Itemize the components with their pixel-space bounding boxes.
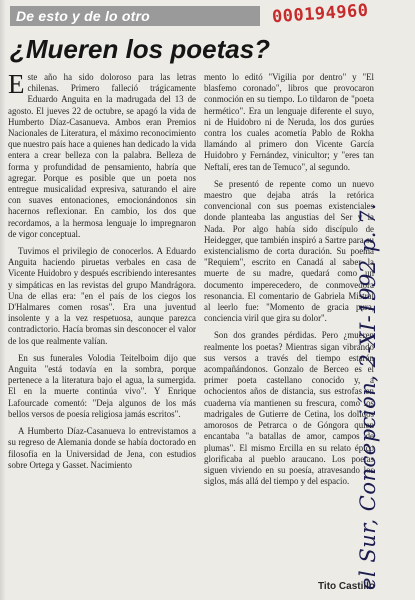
article-column-left: [8, 69, 196, 477]
article-paragraph: [8, 69, 196, 240]
article-paragraph: Tuvimos el privilegio de conocerlos. A Eduardo Anguita haciendo piruetas verbales en casa de Vicente Huidobro y después escribiendo interesantes y simpáticas en las revistas del grupo Mandrágora. Una de ellas era: "en el país de los ciegos los D'Halmares comen rosas". Era una juventud insolente y a la vez respetuosa, aunque parezca contradictorio. Hacía bromas sin desconocer el valor de los que realmente valían.: [8, 246, 196, 346]
article-paragraph: Se presentó de repente como un nuevo maestro que dejaba atrás la retórica convencional con sus poemas existenciales donde planteaba las angustias del Ser y la Nada. Por algo había sido discípulo de Heidegger, que también inspiró a Sartre para su existencialismo de corta duración. Su poema "Requiem", escrito en Canadá al saber la muerte de su madre, quedará como un documento imperecedero, de conmovedora resonancia. El comentario de Gabriela Mistral al leerlo fue: "Momento de gracia pura, conciencia viril que gira su dolor".: [204, 178, 374, 324]
paper-edge-shadow: [0, 0, 6, 600]
article-paragraph: En sus funerales Volodia Teitelboim dijo que Anguita "está todavía en la sombra, porque pertenece a la literatura bajo el agua, la sumergida. El en la muerte continúa vivo". Y Enrique Lafourcade comentó: "Deja algunos de los más bellos versos de poesía religiosa jamás escritos".: [8, 352, 196, 419]
article-paragraph: A Humberto Díaz-Casanueva lo entrevistamos a su regreso de Alemania donde se había doctorado en filosofía en la Universidad de Jena, con estudios sobre Ortega y Gasset. Nacimiento: [8, 426, 196, 470]
article-column-right: [204, 72, 374, 493]
paragraph-text: ste año ha sido doloroso para las letras chilenas. Primero falleció trágicamente Eduardo Anguita en la madrugada del 13 de agosto. El jueves 22 de octubre, se apagó la vida de Humberto Díaz-Casanueva. Ambos eran Premios Nacionales de Literatura, el máximo reconocimiento que nuestro país hace a quienes han dedicado la vida entera a crear belleza con la palabra. Belleza de forma y profundidad de pensamiento, habría que agregar. Porque es posible que un poeta nos entregue musicalidad expresiva, saturando el aire con suaves entonaciones, emocionándonos sin hacernos reflexionar. En cambio, los dos que recordamos, a la hermosa lenguaje lo impregnaron de vigor conceptual.: [8, 72, 196, 239]
drop-cap: E: [8, 69, 25, 99]
author-byline: Tito Castillo: [318, 581, 376, 592]
article-paragraph: mento lo editó "Vigilia por dentro" y "El blasfemo coronado", libros que provocaron conmoción en su tiempo. Lo tildaron de "poeta hermético". Era un lenguaje diferente el suyo, ni de Huidobro ni de Neruda, los dos gurúes contra los cuales acometía Pablo de Rokha llamándo al primero don Vicente García Huidobro y Fernández, vinicultor; y "eres tan Neftalí, eres tan de Temuco", al segundo.: [204, 72, 374, 172]
section-header-bar: [10, 6, 260, 26]
article-paragraph: Son dos grandes pérdidas. Pero ¿mueren realmente los poetas? Mientras sigan vibrando sus versos a través del tiempo estarán acompañándonos. Gonzalo de Berceo es el primer poeta castellano conocido y, a ochocientos años de distancia, sus estrofas en cuaderna vía mantienen su frescura, como los madrigales de Gutierre de Cetina, los dolidos amorosos de Petrarca o de Góngora quien encantaba "a batallas de amor, campos de plumas". El mismo Ercilla en su relato épico glorificaba al pueblo araucano. Los poetas siguen viviendo en su poesía, atravesando los siglos, más allá del tiempo y del espacio.: [204, 330, 374, 487]
handwritten-source-note: el Sur, Concepción, 2-XI-1992 p. 7.: [356, 202, 380, 590]
archive-stamp-number: 000194960: [271, 0, 370, 28]
section-label: De esto y de lo otro: [16, 8, 150, 24]
article-headline: ¿Mueren los poetas?: [10, 34, 271, 64]
